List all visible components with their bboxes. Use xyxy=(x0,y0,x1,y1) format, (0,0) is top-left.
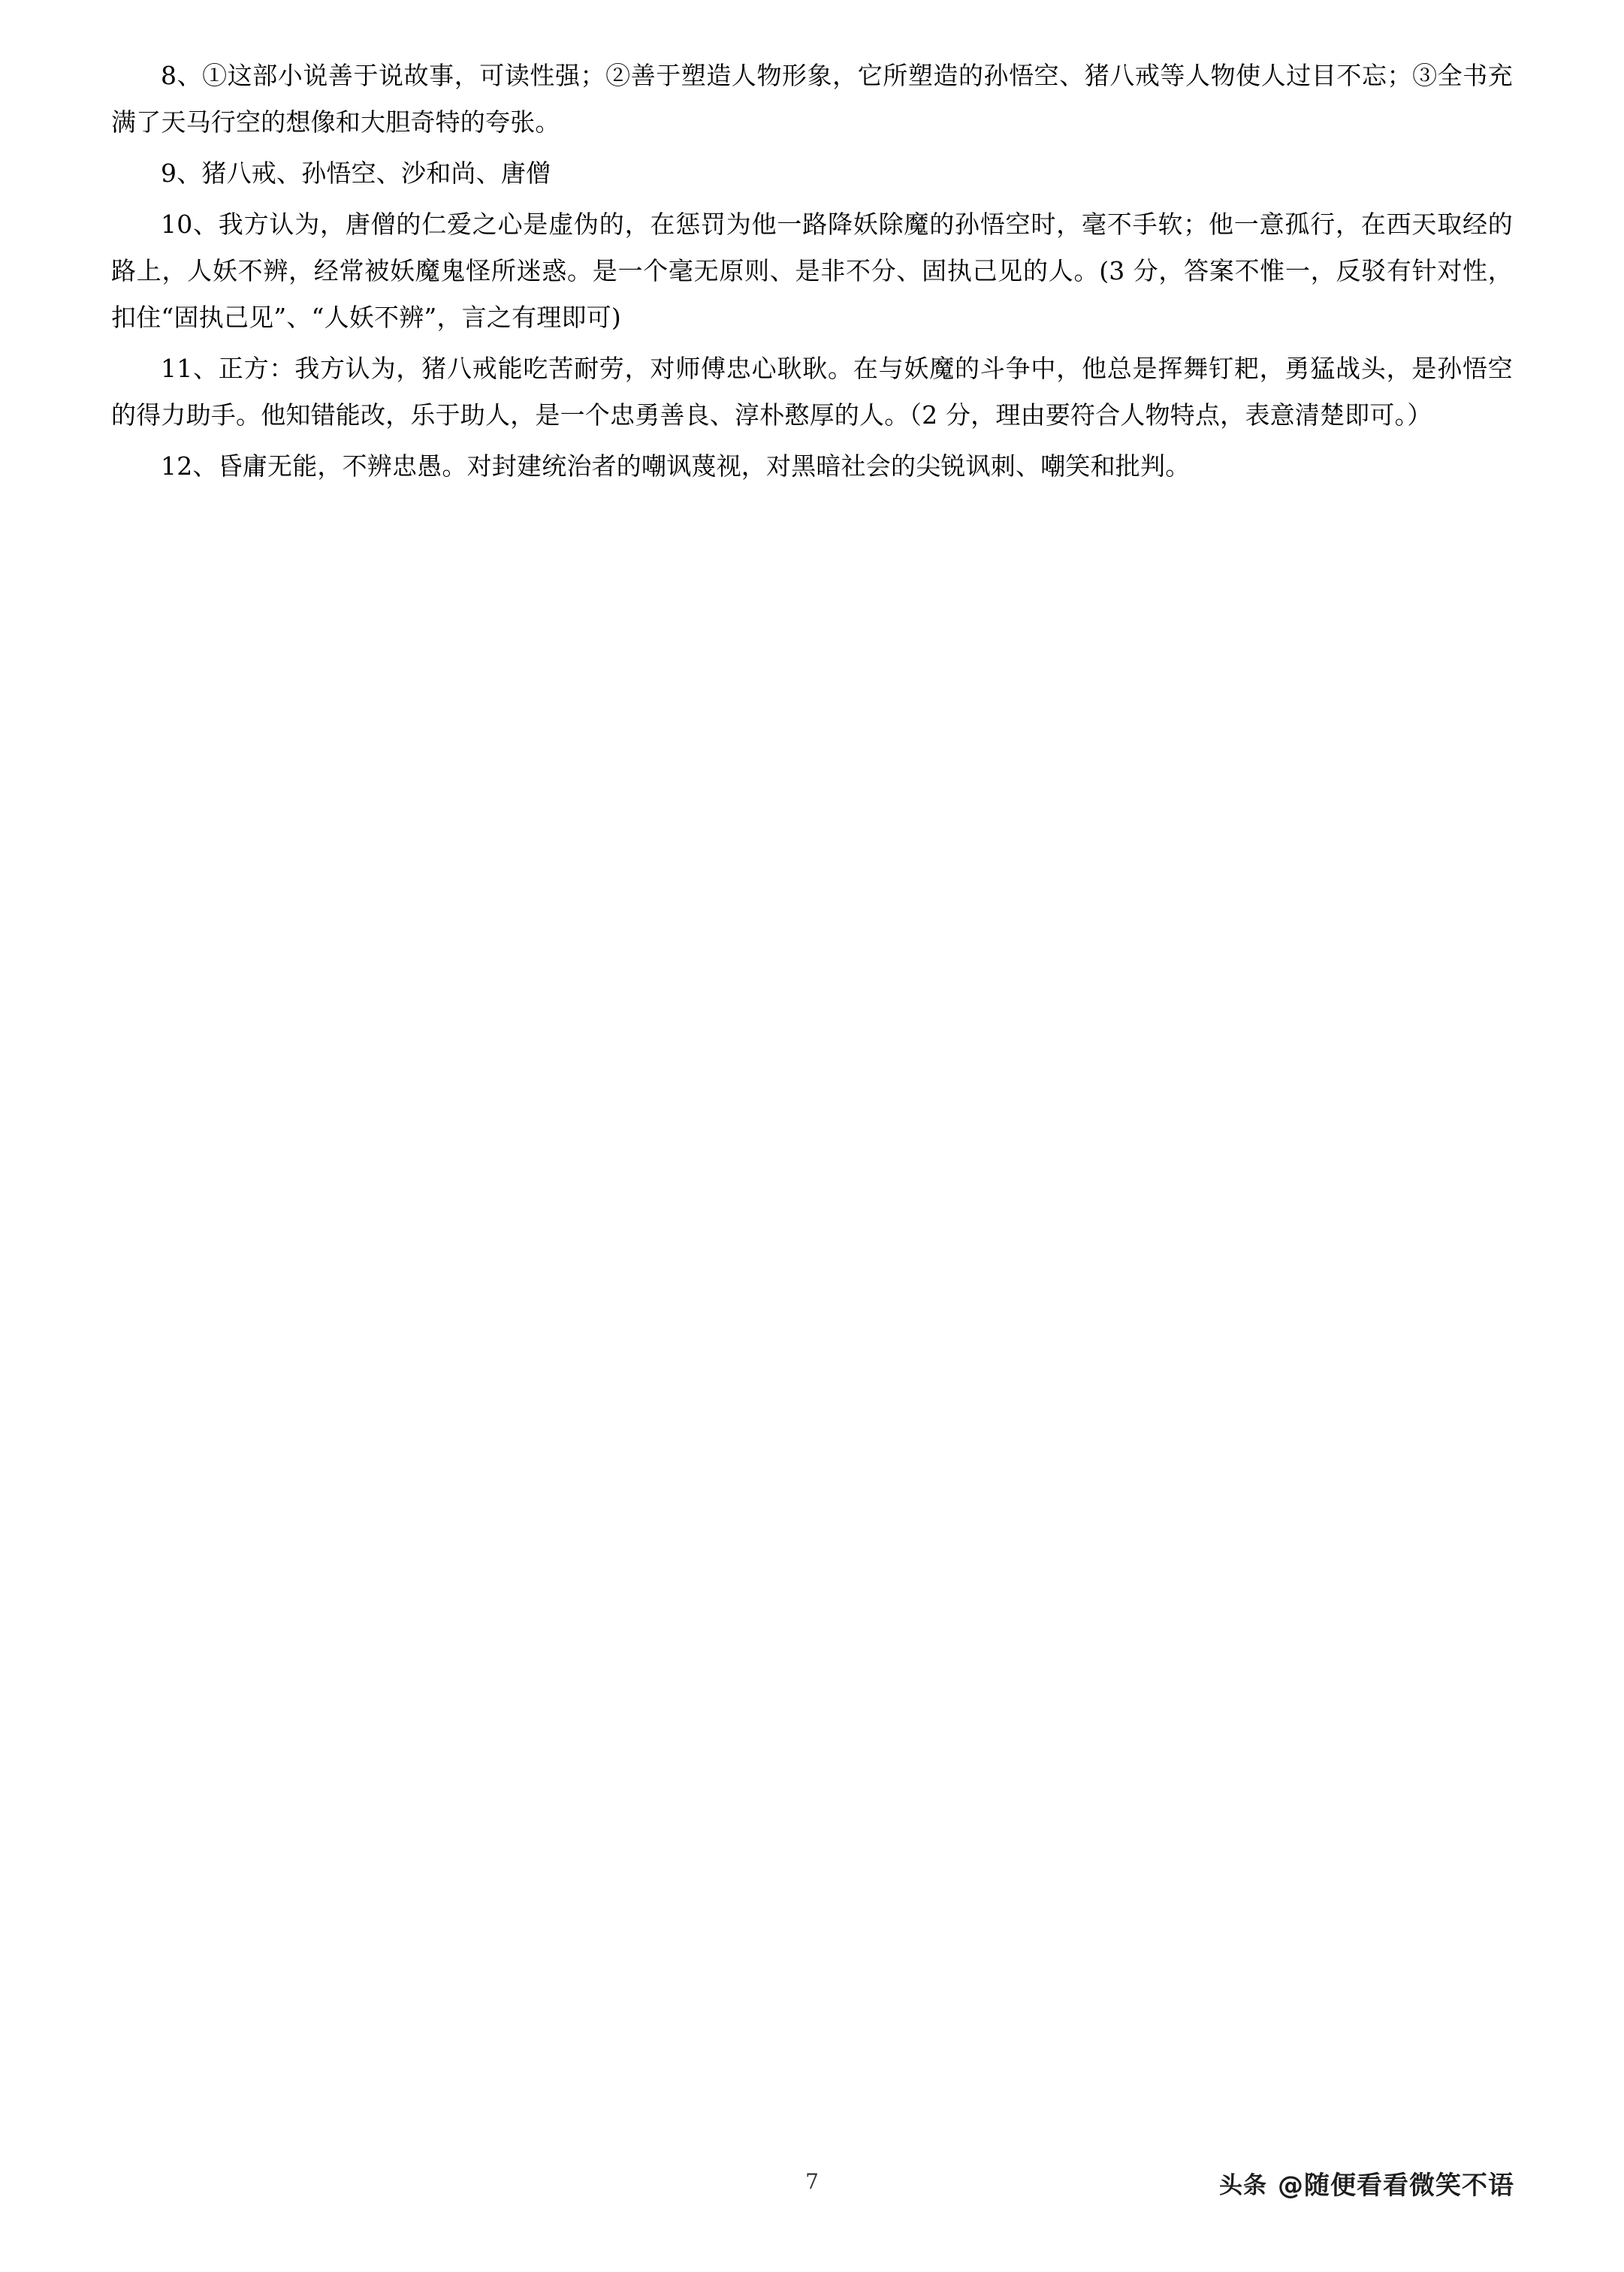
answer-item-9: 9、猪八戒、孙悟空、沙和尚、唐僧 xyxy=(161,158,551,189)
watermark-brand: 头条 xyxy=(1219,2172,1267,2199)
watermark xyxy=(1219,2165,1514,2201)
page-number: 7 xyxy=(805,2169,819,2194)
answer-item-10: 10、我方认为，唐僧的仁爱之心是虚伪的，在惩罚为他一路降妖除魔的孙悟空时，毫不手软；他一意孤行，在西天取经的路上，人妖不辨，经常被妖魔鬼怪所迷惑。是一个毫无原则、是非不分、固执己见的人。(3 分，答案不惟一，反驳有针对性，扣住“固执己见”、“人妖不辨”，言之有理即可) xyxy=(111,210,1513,333)
watermark-handle: @随便看看微笑不语 xyxy=(1278,2171,1514,2201)
answer-item-8: 8、①这部小说善于说故事，可读性强；②善于塑造人物形象，它所塑造的孙悟空、猪八戒等人物使人过目不忘；③全书充满了天马行空的想像和大胆奇特的夸张。 xyxy=(111,61,1513,137)
answer-item-12: 12、昏庸无能，不辨忠愚。对封建统治者的嘲讽蔑视，对黑暗社会的尖锐讽刺、嘲笑和批判。 xyxy=(161,451,1191,481)
answer-list xyxy=(111,53,1513,494)
page-footer xyxy=(0,2169,1624,2214)
answer-item-11: 11、正方：我方认为，猪八戒能吃苦耐劳，对师傅忠心耿耿。在与妖魔的斗争中，他总是挥舞钉耙，勇猛战头，是孙悟空的得力助手。他知错能改，乐于助人，是一个忠勇善良、淳朴憨厚的人。（2 分，理由要符合人物特点，表意清楚即可。） xyxy=(111,354,1513,430)
